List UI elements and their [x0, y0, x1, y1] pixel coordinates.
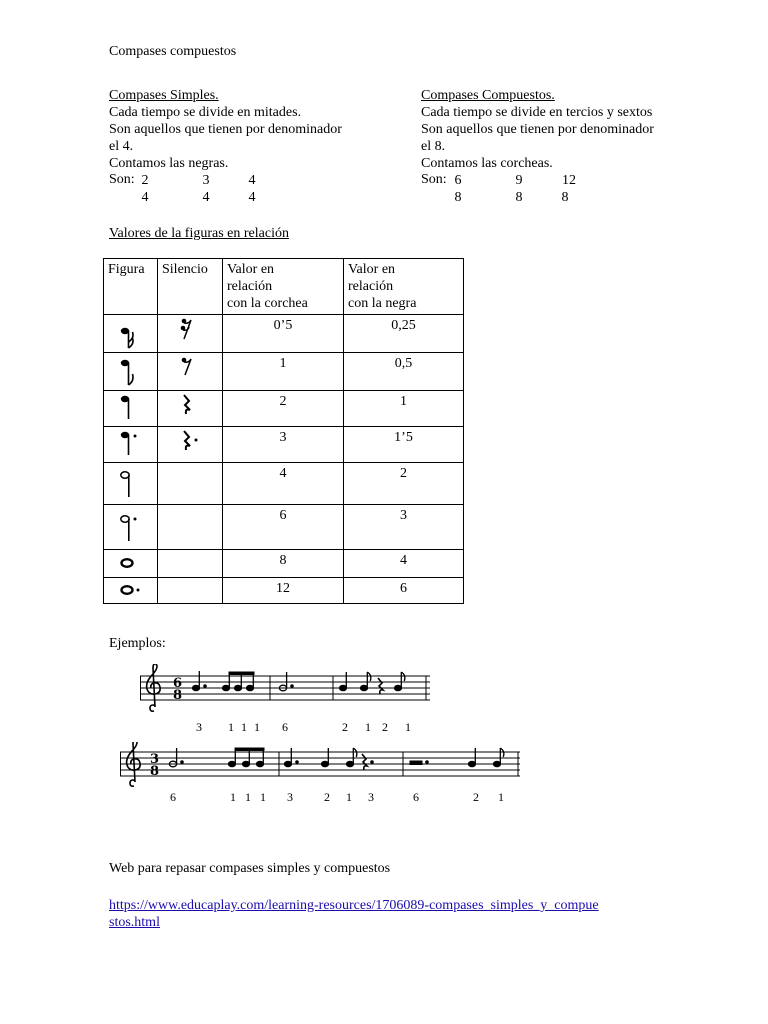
example-staff-2 — [120, 742, 530, 808]
figure-cell — [104, 463, 158, 505]
simple-line: el 4. — [109, 139, 134, 154]
header-line: Valor en — [227, 262, 275, 277]
table-row — [104, 391, 464, 427]
time-sig-denominator: 4 — [202, 190, 210, 205]
half-note-icon — [118, 465, 140, 501]
time-sig-bottom: 8 — [173, 688, 183, 703]
compound-meters-section — [421, 87, 721, 212]
header-line: Valor en — [348, 262, 396, 277]
header-line: con la corchea — [227, 296, 308, 311]
compound-line: el 8. — [421, 139, 446, 154]
eighth-value-cell: 0’5 — [223, 315, 344, 353]
beat-count: 1 — [230, 790, 236, 804]
eighth-value-cell: 2 — [223, 391, 344, 427]
staff-notation — [140, 664, 440, 716]
rest-cell — [158, 578, 223, 604]
simple-meters-section — [109, 87, 409, 212]
figure-cell — [104, 427, 158, 463]
table-row — [104, 353, 464, 391]
beat-count: 1 — [405, 720, 411, 734]
figure-cell — [104, 505, 158, 550]
educaplay-link[interactable] — [109, 897, 599, 931]
dotted-half-note-icon — [118, 507, 144, 545]
eighth-value-cell: 1 — [223, 353, 344, 391]
compound-line: Cada tiempo se divide en tercios y sextos — [421, 105, 653, 120]
rest-cell — [158, 550, 223, 578]
time-sig-top: 3 — [150, 752, 160, 767]
beat-count: 1 — [346, 790, 352, 804]
quarter-value-cell: 1’5 — [344, 427, 464, 463]
table-header-row — [104, 259, 464, 315]
staff-notation — [120, 742, 530, 788]
header-line: relación — [348, 279, 394, 294]
dotted-quarter-rest-icon — [180, 429, 200, 453]
son-label: Son: — [109, 172, 135, 187]
header-rest: Silencio — [158, 259, 223, 315]
quarter-note-icon — [118, 393, 140, 425]
simple-signatures — [109, 172, 409, 208]
time-sig-numerator: 2 — [141, 173, 149, 188]
document-title: Compases compuestos — [109, 44, 237, 59]
beat-count: 6 — [282, 720, 288, 734]
beat-count: 1 — [498, 790, 504, 804]
simple-line: Son aquellos que tienen por denominador — [109, 122, 342, 137]
quarter-value-cell: 0,25 — [344, 315, 464, 353]
eighth-note-icon — [118, 355, 140, 389]
beat-count: 1 — [241, 720, 247, 734]
table-row — [104, 463, 464, 505]
beat-count: 6 — [170, 790, 176, 804]
rest-cell — [158, 463, 223, 505]
compound-heading: Compases Compuestos. — [421, 88, 555, 103]
eighth-value-cell: 12 — [223, 578, 344, 604]
figure-cell — [104, 578, 158, 604]
beat-count: 1 — [228, 720, 234, 734]
simple-line: Cada tiempo se divide en mitades. — [109, 105, 302, 120]
link-line[interactable]: https://www.educaplay.com/learning-resources/1706089-compases_simples_y_compue — [109, 898, 599, 913]
eighth-value-cell: 3 — [223, 427, 344, 463]
rest-cell — [158, 427, 223, 463]
beat-count: 2 — [473, 790, 479, 804]
beat-count: 2 — [324, 790, 330, 804]
time-sig-numerator: 3 — [202, 173, 210, 188]
dotted-whole-note-icon — [118, 581, 146, 601]
header-figure: Figura — [104, 259, 158, 315]
quarter-value-cell: 2 — [344, 463, 464, 505]
beat-count: 2 — [382, 720, 388, 734]
figure-cell — [104, 550, 158, 578]
compound-line: Son aquellos que tienen por denominador — [421, 122, 654, 137]
quarter-rest-icon — [180, 393, 194, 417]
eighth-value-cell: 4 — [223, 463, 344, 505]
table-row — [104, 550, 464, 578]
rest-cell — [158, 353, 223, 391]
rest-cell — [158, 391, 223, 427]
web-review-label: Web para repasar compases simples y compuestos — [109, 861, 391, 876]
eighth-rest-icon — [180, 355, 194, 379]
examples-label: Ejemplos: — [109, 636, 166, 651]
beat-count: 3 — [287, 790, 293, 804]
compound-signatures — [421, 172, 721, 208]
sixteenth-note-icon — [118, 317, 140, 351]
notes — [192, 671, 426, 700]
example-staff-1 — [140, 664, 440, 736]
time-sig-numerator: 4 — [248, 173, 256, 188]
beat-count: 1 — [245, 790, 251, 804]
quarter-value-cell: 1 — [344, 391, 464, 427]
time-sig-numerator: 9 — [515, 173, 523, 188]
time-sig-denominator: 4 — [248, 190, 256, 205]
compound-line: Contamos las corcheas. — [421, 156, 553, 171]
figure-cell — [104, 353, 158, 391]
beat-count: 3 — [196, 720, 202, 734]
beat-count: 2 — [342, 720, 348, 734]
header-quarter-value — [344, 259, 464, 315]
time-signature — [150, 752, 159, 779]
time-sig-denominator: 8 — [515, 190, 523, 205]
note-values-table — [103, 258, 464, 604]
figure-cell — [104, 391, 158, 427]
values-table-heading: Valores de la figuras en relación — [109, 226, 289, 241]
eighth-value-cell: 6 — [223, 505, 344, 550]
time-sig-denominator: 4 — [141, 190, 149, 205]
time-sig-numerator: 12 — [562, 173, 576, 188]
table-row — [104, 315, 464, 353]
time-sig-denominator: 8 — [561, 190, 569, 205]
whole-note-icon — [118, 554, 140, 574]
dotted-quarter-note-icon — [118, 429, 144, 461]
time-sig-denominator: 8 — [454, 190, 462, 205]
time-sig-bottom: 8 — [150, 764, 160, 779]
simple-heading: Compases Simples. — [109, 88, 219, 103]
quarter-value-cell: 0,5 — [344, 353, 464, 391]
header-eighth-value — [223, 259, 344, 315]
rest-cell — [158, 315, 223, 353]
rest-cell — [158, 505, 223, 550]
time-sig-numerator: 6 — [454, 173, 462, 188]
son-label: Son: — [421, 172, 447, 187]
beat-count: 6 — [413, 790, 419, 804]
header-line: con la negra — [348, 296, 417, 311]
quarter-value-cell: 6 — [344, 578, 464, 604]
time-signature — [173, 676, 182, 703]
beat-count: 1 — [254, 720, 260, 734]
table-row — [104, 427, 464, 463]
time-sig-top: 6 — [173, 676, 183, 691]
table-row — [104, 505, 464, 550]
table-row — [104, 578, 464, 604]
figure-cell — [104, 315, 158, 353]
eighth-value-cell: 8 — [223, 550, 344, 578]
header-line: relación — [227, 279, 273, 294]
beat-count: 1 — [365, 720, 371, 734]
link-line[interactable]: stos.html — [109, 915, 160, 930]
beat-count: 1 — [260, 790, 266, 804]
sixteenth-rest-icon — [180, 317, 194, 341]
quarter-value-cell: 4 — [344, 550, 464, 578]
quarter-value-cell: 3 — [344, 505, 464, 550]
beat-count: 3 — [368, 790, 374, 804]
simple-line: Contamos las negras. — [109, 156, 229, 171]
